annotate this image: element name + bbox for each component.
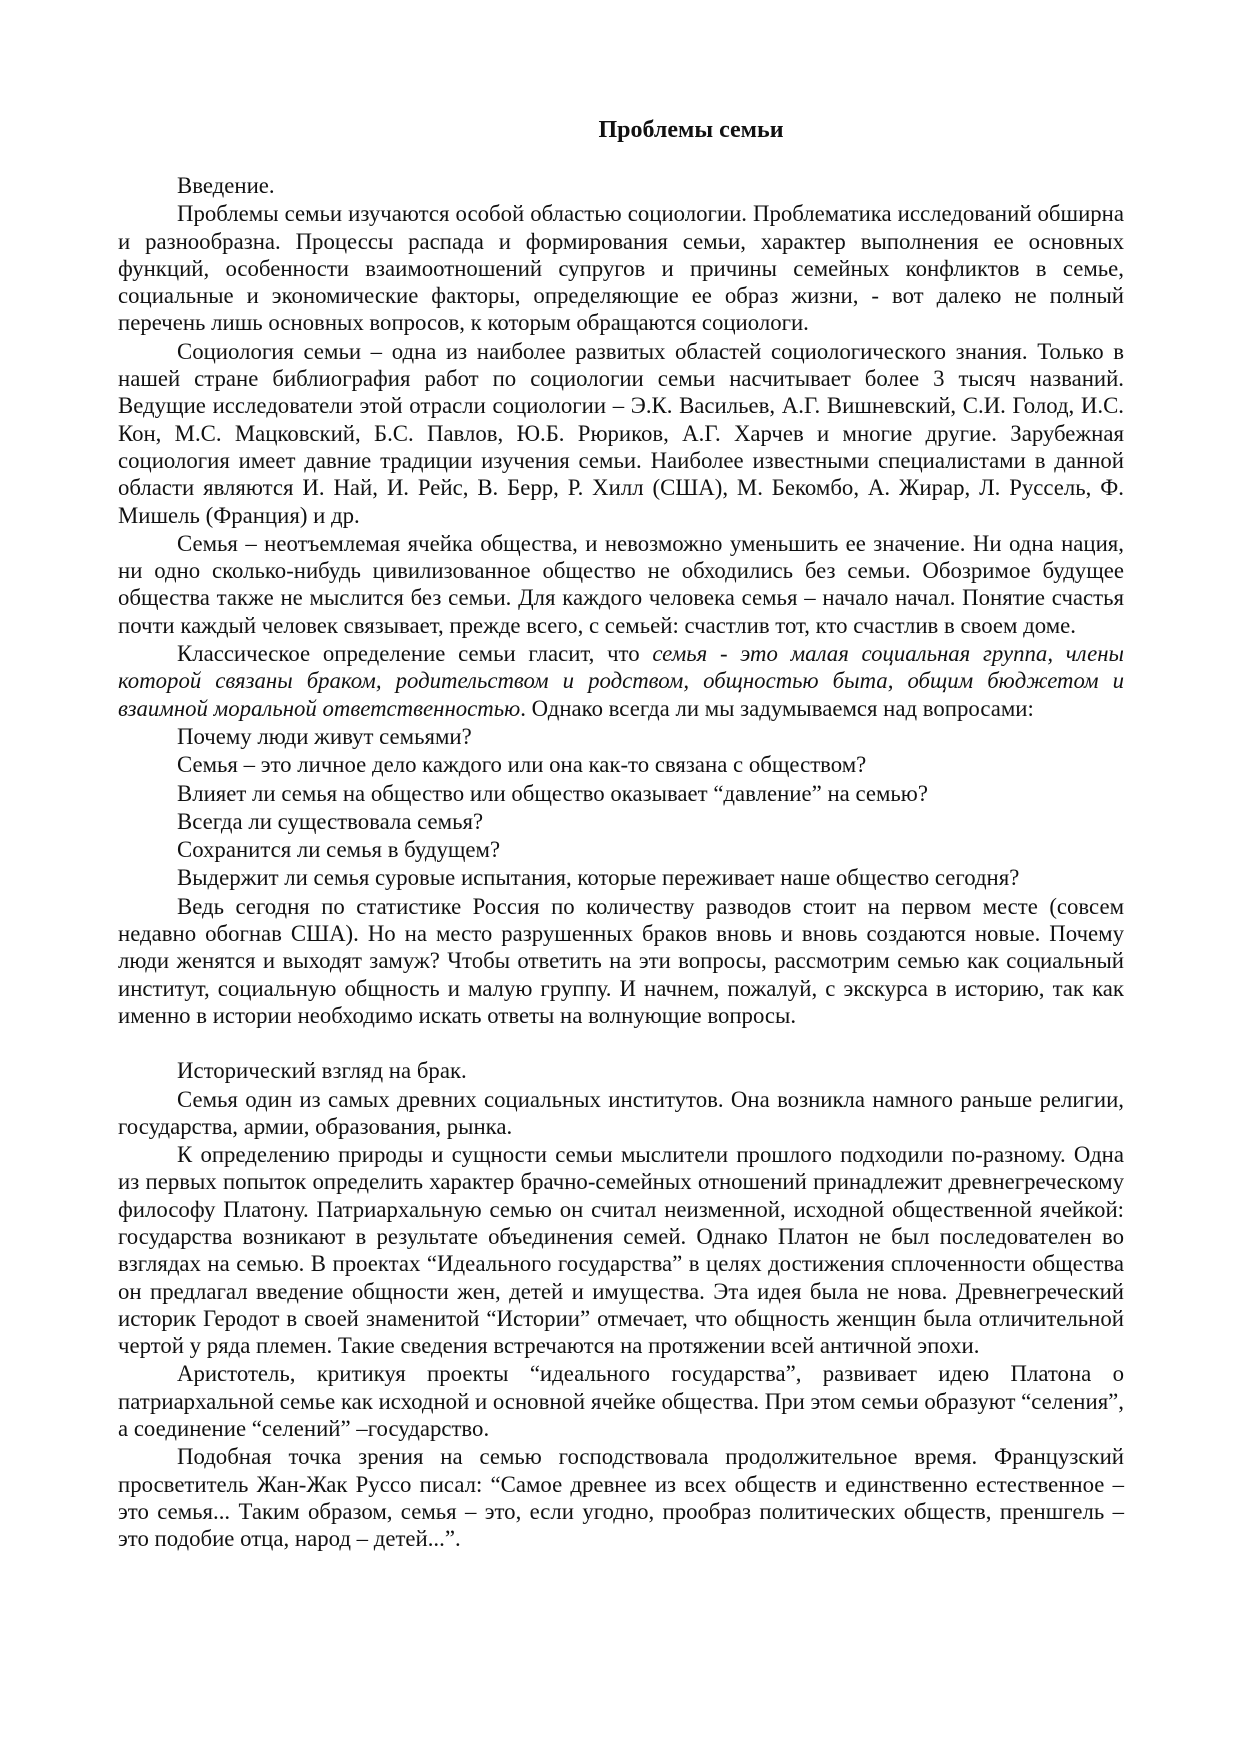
document-title: Проблемы семьи	[598, 117, 784, 143]
paragraph-2: Социология семьи – одна из наиболее развитых областей социологического знания. Только в нашей стране библиография работ по социологии семьи насчитывает более 3 тысяч названий. Ведущие исследователи этой отрасли социологии – Э.К. Васильев, А.Г. Вишневский, С.И. Голод, И.С. Кон, М.С. Мацковский, Б.С. Павлов, Ю.Б. Рюриков, А.Г. Харчев и многие другие. Зарубежная социология имеет давние традиции изучения семьи. Наиболее известными специалистами в данной области являются И. Най, И. Рейс, В. Берр, Р. Хилл (США), М. Бекомбо, А. Жирар, Л. Руссель, Ф. Мишель (Франция) и др.	[118, 338, 1124, 528]
question-item-3: Влияет ли семья на общество или общество оказывает “давление” на семью?	[177, 780, 928, 806]
question-item-6: Выдержит ли семья суровые испытания, которые переживает наше общество сегодня?	[177, 865, 1020, 891]
section-heading-introduction: Введение.	[177, 173, 275, 198]
document-page	[118, 116, 1124, 1554]
paragraph-3: Семья – неотъемлемая ячейка общества, и невозможно уменьшить ее значение. Ни одна нация, ни одно сколько-нибудь цивилизованное общество не обходились без семьи. Обозримое будущее общества также не мыслится без семьи. Для каждого человека семья – начало начал. Понятие счастья почти каждый человек связывает, прежде всего, с семьей: счастлив тот, кто счастлив в своем доме.	[118, 530, 1124, 638]
paragraph-4-lead-text: Классическое определение семьи гласит, что	[177, 641, 653, 667]
question-item-1: Почему люди живут семьями?	[177, 723, 472, 749]
paragraph-4-definition	[118, 640, 1124, 722]
paragraph-1: Проблемы семьи изучаются особой областью социологии. Проблематика исследований обширна и разнообразна. Процессы распада и формирования семьи, характер выполнения ее основных функций, особенности взаимоотношений супругов и причины семейных конфликтов в семье, социальные и экономические факторы, определяющие ее образ жизни, - вот далеко не полный перечень лишь основных вопросов, к которым обращаются социологи.	[118, 201, 1124, 336]
paragraph-5: Ведь сегодня по статистике Россия по количеству разводов стоит на первом месте (совсем недавно обогнав США). Но на место разрушенных браков вновь и вновь создаются новые. Почему люди женятся и выходят замуж? Чтобы ответить на эти вопросы, рассмотрим семью как социальный институт, социальную общность и малую группу. И начнем, пожалуй, с экскурса в историю, так как именно в истории необходимо искать ответы на волнующие вопросы.	[118, 893, 1124, 1028]
section-heading-history: Исторический взгляд на брак.	[177, 1058, 467, 1084]
paragraph-6: Семья один из самых древних социальных институтов. Она возникла намного раньше религии, государства, армии, образования, рынка.	[118, 1086, 1124, 1139]
question-item-2: Семья – это личное дело каждого или она как-то связана с обществом?	[177, 752, 867, 778]
section-spacer	[118, 1030, 1124, 1057]
paragraph-9: Подобная точка зрения на семью господствовала продолжительное время. Французский просветитель Жан-Жак Руссо писал: “Самое древнее из всех обществ и единственно естественное – это семья... Таким образом, семья – это, если угодно, прообраз политических обществ, преншгель – это подобие отца, народ – детей...”.	[118, 1444, 1124, 1552]
question-item-4: Всегда ли существовала семья?	[177, 808, 484, 834]
paragraph-4-tail-text: . Однако всегда ли мы задумываемся над вопросами:	[520, 695, 1034, 721]
question-item-5: Сохранится ли семья в будущем?	[177, 837, 501, 863]
paragraph-7: К определению природы и сущности семьи мыслители прошлого подходили по-разному. Одна из первых попыток определить характер брачно-семейных отношений принадлежит древнегреческому философу Платону. Патриархальную семью он считал неизменной, исходной общественной ячейкой: государства возникают в результате объединения семей. Однако Платон не был последователен во взглядах на семью. В проектах “Идеального государства” в целях достижения сплоченности общества он предлагал введение общности жен, детей и имущества. Эта идея была не нова. Древнегреческий историк Геродот в своей знаменитой “Истории” отмечает, что общность женщин была отличительной чертой у ряда племен. Такие сведения встречаются на протяжении всей античной эпохи.	[118, 1142, 1124, 1359]
paragraph-8: Аристотель, критикуя проекты “идеального государства”, развивает идею Платона о патриархальной семье как исходной и основной ячейке общества. При этом семьи образуют “селения”, а соединение “селений” –государство.	[118, 1361, 1124, 1442]
family-definition-italic: семья - это малая социальная группа, члены которой связаны браком, родительством и родством, общностью быта, общим бюджетом и взаимной моральной ответственностью	[118, 641, 1124, 721]
